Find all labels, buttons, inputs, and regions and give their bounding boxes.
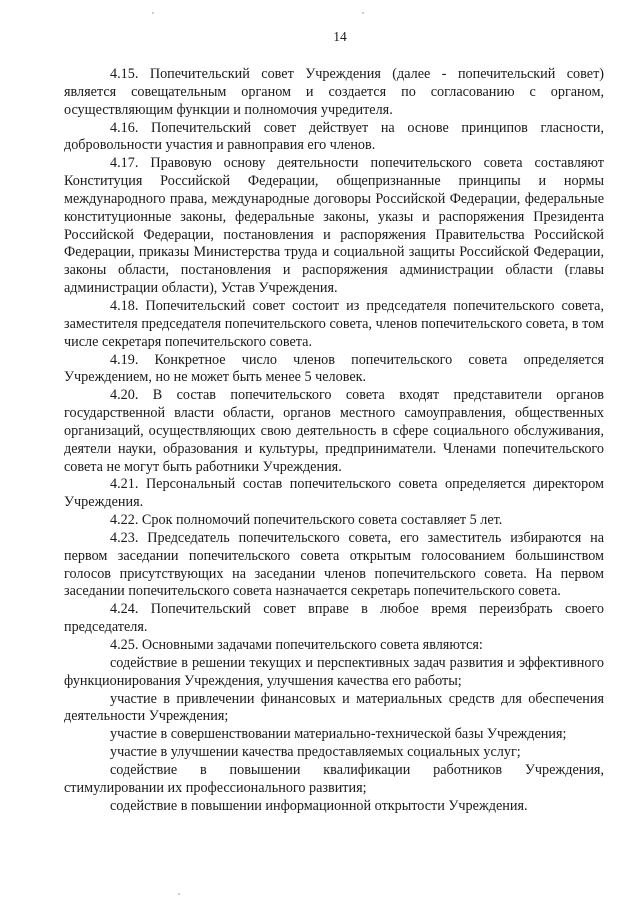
scan-speck (178, 893, 180, 895)
clause-4-22: 4.22. Срок полномочий попечительского совета составляет 5 лет. (110, 512, 503, 529)
task-item: содействие в повышении квалификации работников Учреждения, стимулировании их профессионального развития; (64, 761, 604, 796)
scan-speck (152, 12, 154, 14)
task-item: содействие в решении текущих и перспективных задач развития и эффективного функционирования Учреждения, улучшения качества его работы; (64, 654, 604, 689)
scan-speck (362, 12, 364, 14)
clause-4-18: 4.18. Попечительский совет состоит из председателя попечительского совета, заместителя председателя попечительского совета, членов попечительского совета, в том числе секретаря попечительского совета. (64, 297, 604, 350)
task-item: участие в совершенствовании материально-технической базы Учреждения; (110, 726, 567, 743)
document-body (64, 66, 604, 815)
task-item: содействие в повышении информационной открытости Учреждения. (110, 797, 528, 814)
clause-4-21: 4.21. Персональный состав попечительского совета определяется директором Учреждения. (64, 476, 604, 511)
clause-4-17: 4.17. Правовую основу деятельности попечительского совета составляют Конституция Российской Федерации, общепризнанные принципы и нормы международного права, международные договоры Российской Федерации, федеральные конституционные законы, федеральные законы, указы и распоряжения Президента Российской Федерации, постановления и распоряжения Правительства Российской Федерации, приказы Министерства труда и социальной защиты Российской Федерации, законы области, постановления и распоряжения администрации области (главы администрации области), Устав Учреждения. (64, 155, 604, 297)
clause-4-15: 4.15. Попечительский совет Учреждения (далее - попечительский совет) является совещательным органом и создается по согласованию с органом, осуществляющим функции и полномочия учредителя. (64, 66, 604, 118)
clause-4-25: 4.25. Основными задачами попечительского совета являются: (110, 637, 483, 653)
page-number: 14 (333, 29, 347, 44)
clause-4-20: 4.20. В состав попечительского совета входят представители органов государственной власти области, органов местного самоуправления, общественных организаций, осуществляющих свою деятельность в сфере социального обслуживания, деятели науки, образования и культуры, предприниматели. Членами попечительского совета не могут быть работники Учреждения. (64, 387, 604, 475)
clause-4-19: 4.19. Конкретное число членов попечительского совета определяется Учреждением, но не может быть менее 5 человек. (64, 351, 604, 386)
clause-4-16: 4.16. Попечительский совет действует на основе принципов гласности, добровольности участия и равноправия его членов. (64, 119, 604, 154)
clause-4-24: 4.24. Попечительский совет вправе в любое время переизбрать своего председателя. (64, 601, 604, 636)
task-item: участие в привлечении финансовых и материальных средств для обеспечения деятельности Учреждения; (64, 690, 604, 725)
clause-4-23: 4.23. Председатель попечительского совета, его заместитель избираются на первом заседании попечительского совета открытым голосованием большинством голосов присутствующих на заседании членов попечительского совета. На первом заседании попечительского совета назначается секретарь попечительского совета. (64, 529, 604, 600)
task-item: участие в улучшении качества предоставляемых социальных услуг; (110, 744, 521, 761)
